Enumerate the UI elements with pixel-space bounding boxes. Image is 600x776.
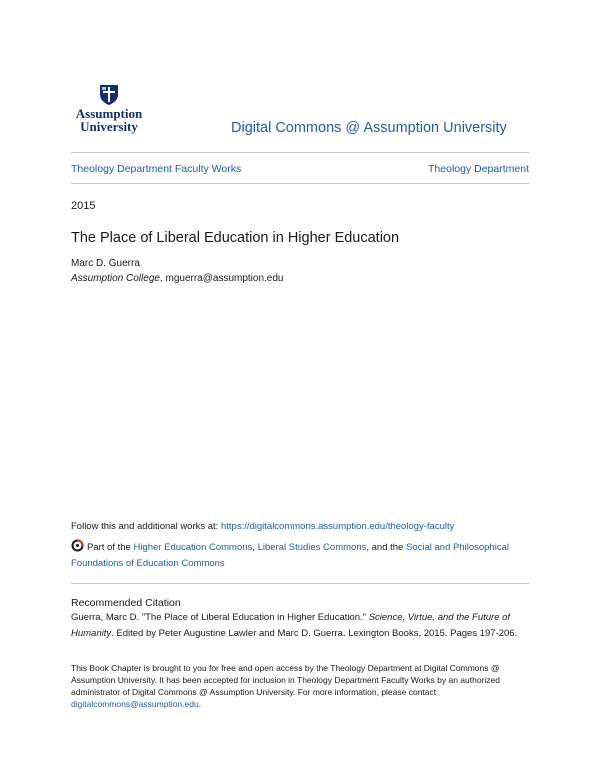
publication-year: 2015 <box>71 200 96 212</box>
liberal-studies-commons-link[interactable]: Liberal Studies Commons <box>257 542 367 553</box>
higher-education-commons-link[interactable]: Higher Education Commons <box>133 542 253 553</box>
author-name: Marc D. Guerra <box>71 258 140 269</box>
part-of-sep2: , and the <box>366 542 406 553</box>
part-of-line <box>71 539 529 572</box>
author-affiliation <box>71 273 283 284</box>
access-notice <box>71 662 529 710</box>
notice-text: This Book Chapter is brought to you for free and open access by the Theology Department at Digital Commons @ Assumption University. It has been accepted for inclusion in Theology Department Faculty Works by an authorized administrator of Digital Commons @ Assumption University. For more information, please contact <box>71 663 500 697</box>
part-of-prefix: Part of the <box>87 542 134 553</box>
nav-divider <box>71 183 529 184</box>
repository-title-link[interactable]: Digital Commons @ Assumption University <box>231 120 507 136</box>
faculty-works-link[interactable]: Theology Department Faculty Works <box>71 163 242 175</box>
university-logo <box>71 84 147 136</box>
affiliation-email: , mguerra@assumption.edu <box>159 273 284 284</box>
follow-text: Follow this and additional works at: <box>71 521 221 532</box>
part-of-sep1: , <box>252 542 258 553</box>
citation-divider <box>71 583 529 584</box>
logo-text-line1: Assumption <box>75 106 143 121</box>
open-access-icon <box>71 539 84 552</box>
top-divider <box>71 152 529 153</box>
social-philosophical-foundations-commons-link[interactable]: Social and Philosophical Foundations of Education Commons <box>71 542 509 569</box>
contact-email-link[interactable]: digitalcommons@assumption.edu <box>71 699 199 709</box>
follow-line <box>71 521 454 532</box>
follow-url-link[interactable]: https://digitalcommons.assumption.edu/theology-faculty <box>220 521 455 532</box>
paper-title: The Place of Liberal Education in Higher Education <box>71 230 400 246</box>
recommended-citation-heading: Recommended Citation <box>71 597 181 609</box>
logo-text-line2: University <box>80 119 138 134</box>
affiliation-name: Assumption College <box>71 273 160 284</box>
citation-part-a: Guerra, Marc D. "The Place of Liberal Education in Higher Education." <box>71 612 369 623</box>
citation-book-title: Science, Virtue, and the Future of Humanity <box>71 612 511 639</box>
citation-part-b: . Edited by Peter Augustine Lawler and Marc D. Guerra. Lexington Books, 2015. Pages 197-206. <box>111 628 518 639</box>
shield-icon <box>99 84 119 106</box>
notice-end: . <box>198 699 202 709</box>
department-link[interactable]: Theology Department <box>428 163 529 175</box>
citation-text <box>71 610 529 642</box>
